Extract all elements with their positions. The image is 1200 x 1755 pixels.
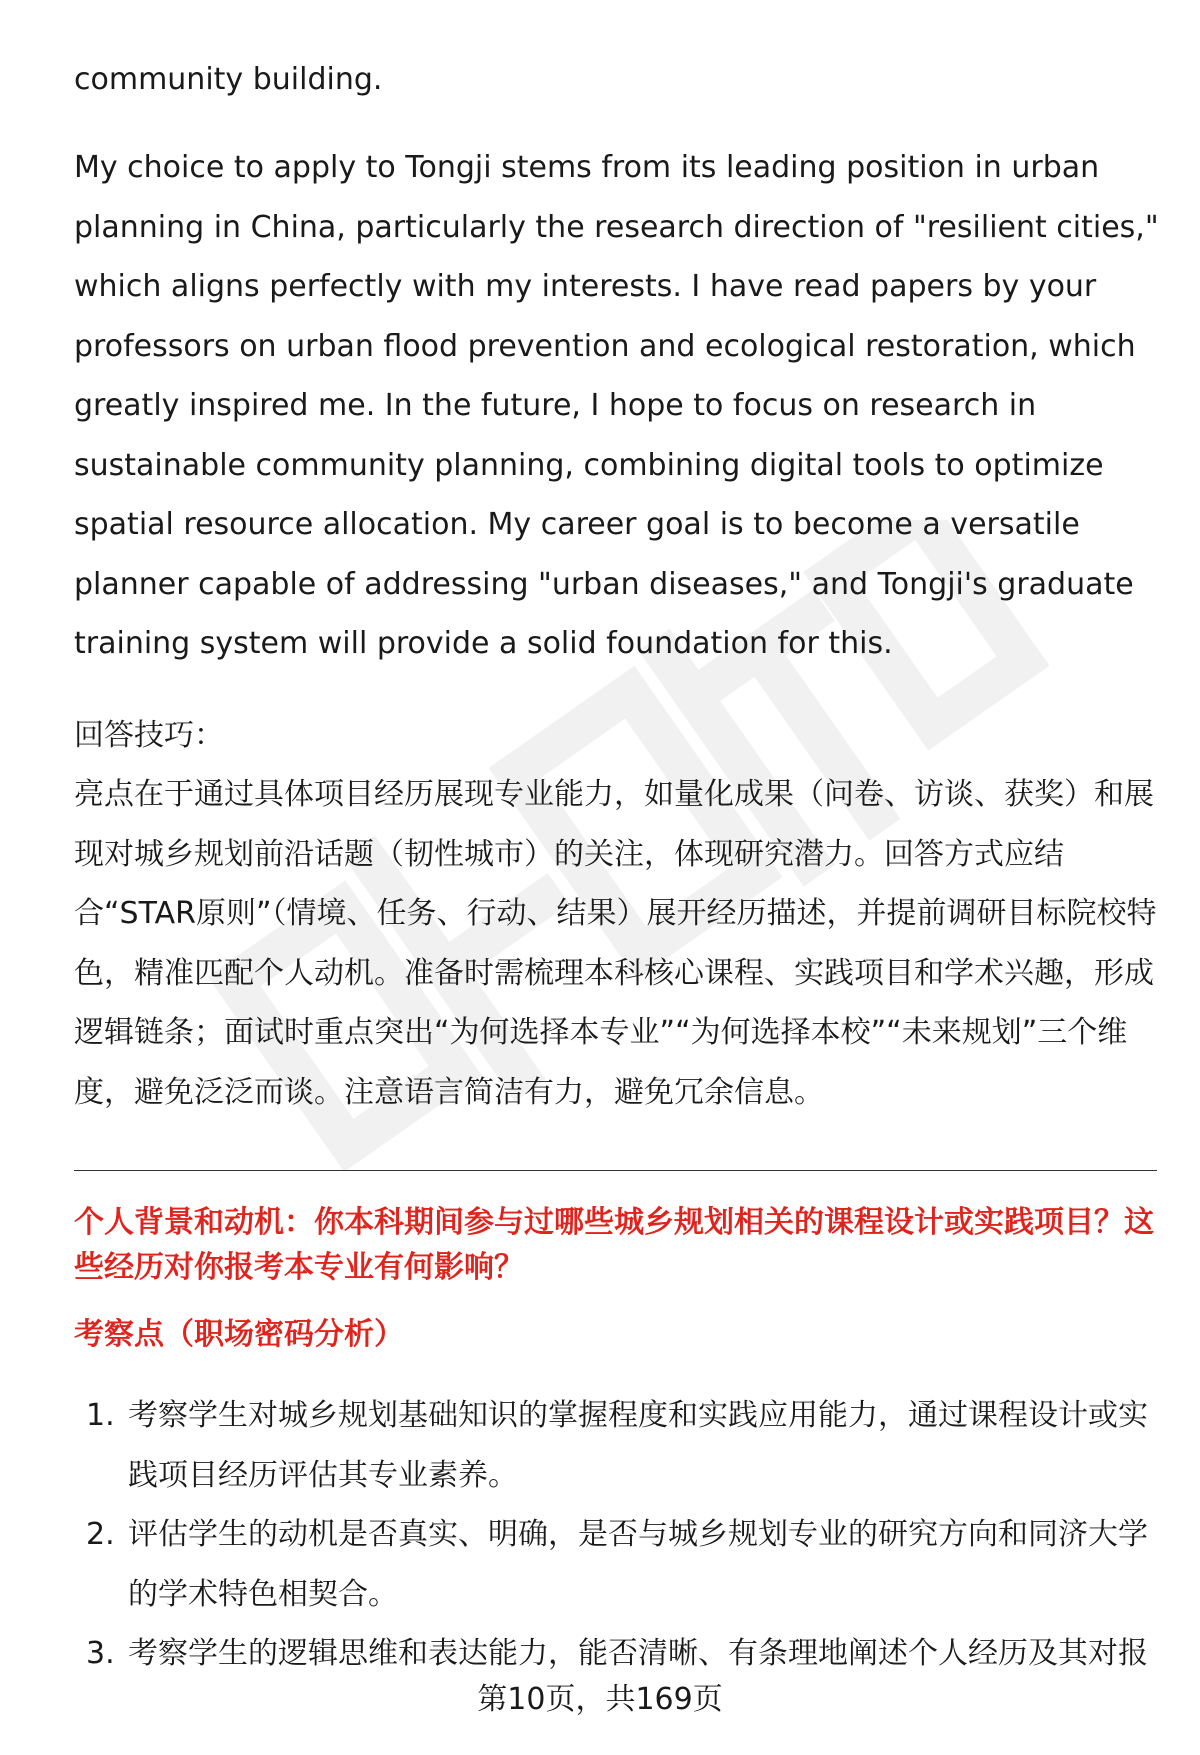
assessment-points-list — [74, 1386, 1159, 1684]
list-item-text: 评估学生的动机是否真实、明确，是否与城乡规划专业的研究方向和同济大学的学术特色相契合。 — [128, 1517, 1148, 1612]
tips-heading: 回答技巧： — [74, 718, 224, 753]
paragraph-motivation: My choice to apply to Tongji stems from its leading position in urban planning in China, particularly the research direction of "resilient cities," which aligns perfectly with my interests. I have read papers by your professors on urban flood prevention and ecological restoration, which greatly inspired me. In the future, I hope to focus on research in sustainable community planning, combining digital tools to optimize spatial resource allocation. My career goal is to become a versatile planner capable of addressing "urban diseases," and Tongji's graduate training system will provide a solid foundation for this. — [74, 150, 1159, 661]
list-item-text: 考察学生的逻辑思维和表达能力，能否清晰、有条理地阐述个人经历及其对报 — [128, 1636, 1148, 1671]
list-item — [74, 1386, 1159, 1505]
page-footer: 第10页，共169页 — [477, 1682, 723, 1717]
list-number: 3. — [86, 1636, 115, 1671]
section-divider — [74, 1170, 1157, 1171]
list-item — [74, 1505, 1159, 1624]
list-number: 2. — [86, 1517, 115, 1552]
list-item-text: 考察学生对城乡规划基础知识的掌握程度和实践应用能力，通过课程设计或实践项目经历评估其专业素养。 — [128, 1398, 1148, 1493]
list-item — [74, 1624, 1159, 1684]
assessment-heading: 考察点（职场密码分析） — [74, 1317, 404, 1352]
paragraph-continuation: community building. — [74, 62, 383, 97]
list-number: 1. — [86, 1398, 115, 1433]
question-heading: 个人背景和动机：你本科期间参与过哪些城乡规划相关的课程设计或实践项目？这些经历对你报考本专业有何影响？ — [74, 1205, 1154, 1285]
tips-body: 亮点在于通过具体项目经历展现专业能力，如量化成果（问卷、访谈、获奖）和展现对城乡规划前沿话题（韧性城市）的关注，体现研究潜力。回答方式应结合“STAR原则”（情境、任务、行动、结果）展开经历描述，并提前调研目标院校特色，精准匹配个人动机。准备时需梳理本科核心课程、实践项目和学术兴趣，形成逻辑链条；面试时重点突出“为何选择本专业”“为何选择本校”“未来规划”三个维度，避免泛泛而谈。注意语言简洁有力，避免冗余信息。 — [74, 777, 1157, 1110]
